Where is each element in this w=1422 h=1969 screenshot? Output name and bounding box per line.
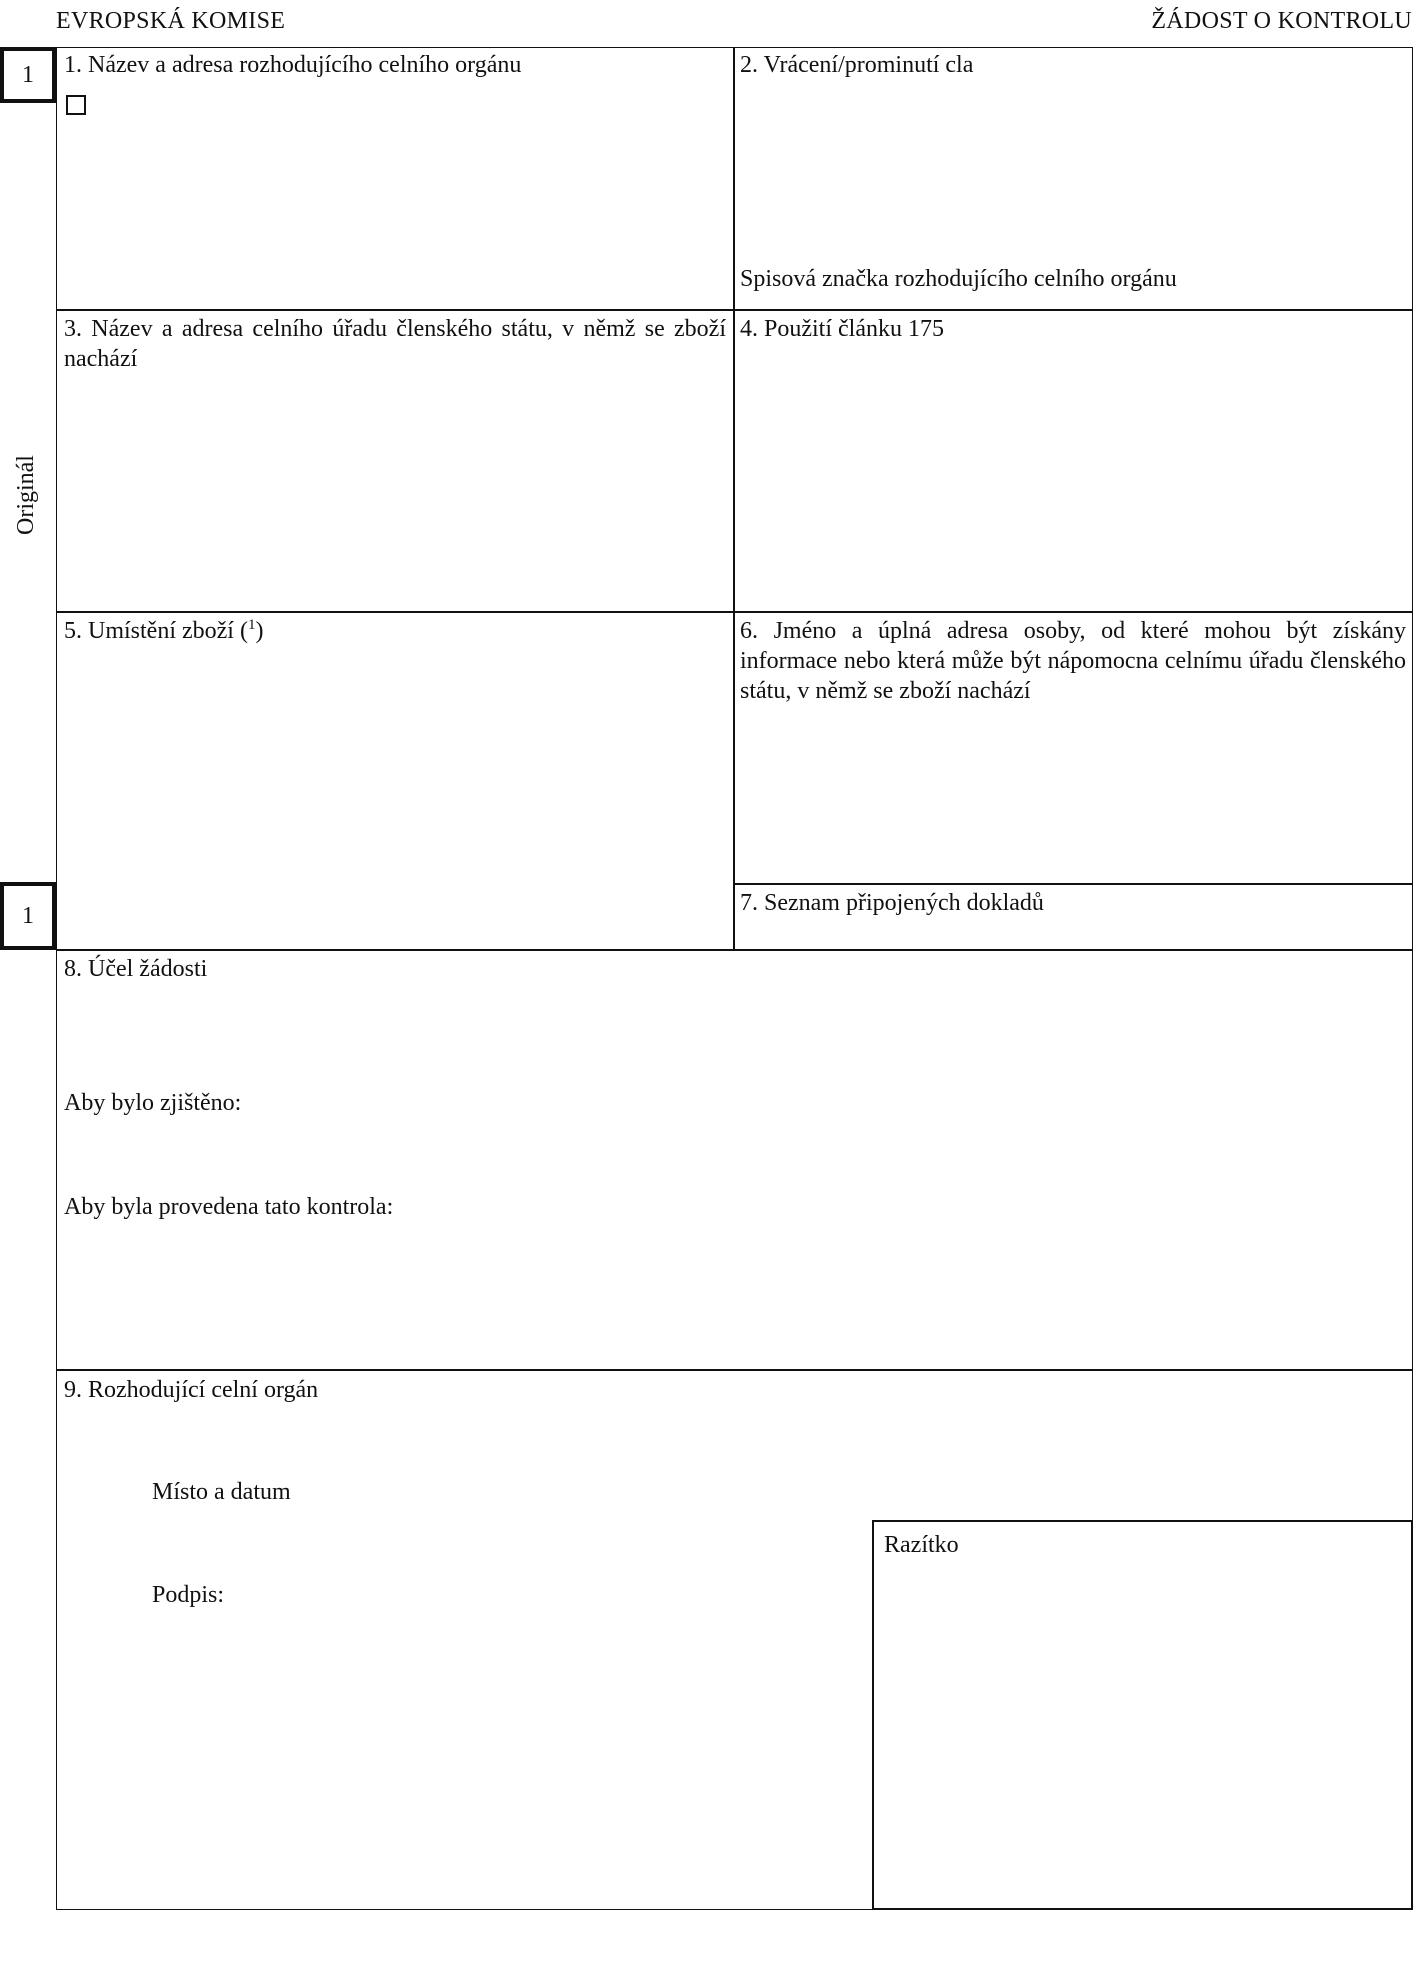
row-divider-b6-b7	[733, 883, 1413, 885]
copy-label-original: Originál	[13, 455, 39, 535]
stamp-label: Razítko	[884, 1532, 959, 1558]
box-6-label: 6. Jméno a úplná adresa osoby, od které mohou být získány informace nebo která může být nápomocna celnímu úřadu členského státu, v němž se zboží nachází	[740, 618, 1406, 704]
row-divider-3	[56, 949, 1413, 951]
box-2-label: 2. Vrácení/prominutí cla	[740, 52, 974, 78]
box-8-control-label: Aby byla provedena tato kontrola:	[64, 1194, 394, 1220]
place-and-date-label: Místo a datum	[152, 1479, 291, 1505]
box-3-label: 3. Název a adresa celního úřadu členského státu, v němž se zboží nachází	[64, 316, 726, 372]
box-1-checkbox[interactable]	[66, 95, 86, 115]
column-divider	[733, 47, 735, 950]
issuer-heading: EVROPSKÁ KOMISE	[56, 8, 286, 34]
box-1-label: 1. Název a adresa rozhodujícího celního orgánu	[64, 52, 522, 78]
box-8-ascertain-label: Aby bylo zjištěno:	[64, 1090, 242, 1116]
box-5-footnote-ref: 1	[247, 617, 256, 633]
box-4-label: 4. Použití článku 175	[740, 316, 944, 342]
box-8-label: 8. Účel žádosti	[64, 956, 208, 982]
form-title: ŽÁDOST O KONTROLU	[1151, 8, 1412, 34]
stamp-box[interactable]	[872, 1520, 1413, 1910]
box-5-label-text: 5. Umístění zboží (	[64, 618, 248, 644]
row-divider-2	[56, 611, 1413, 613]
box-7-label: 7. Seznam připojených dokladů	[740, 890, 1044, 916]
signature-label: Podpis:	[152, 1582, 225, 1608]
sheet-number-box-top: 1	[0, 47, 56, 103]
row-divider-1	[56, 309, 1413, 311]
sheet-number-box-bottom: 1	[0, 882, 56, 950]
box-9-label: 9. Rozhodující celní orgán	[64, 1377, 319, 1403]
box-2-reference-label: Spisová značka rozhodujícího celního orgánu	[740, 266, 1177, 292]
box-5-label-end: )	[255, 618, 264, 644]
box-5-label	[64, 616, 263, 646]
row-divider-4	[56, 1369, 1413, 1371]
